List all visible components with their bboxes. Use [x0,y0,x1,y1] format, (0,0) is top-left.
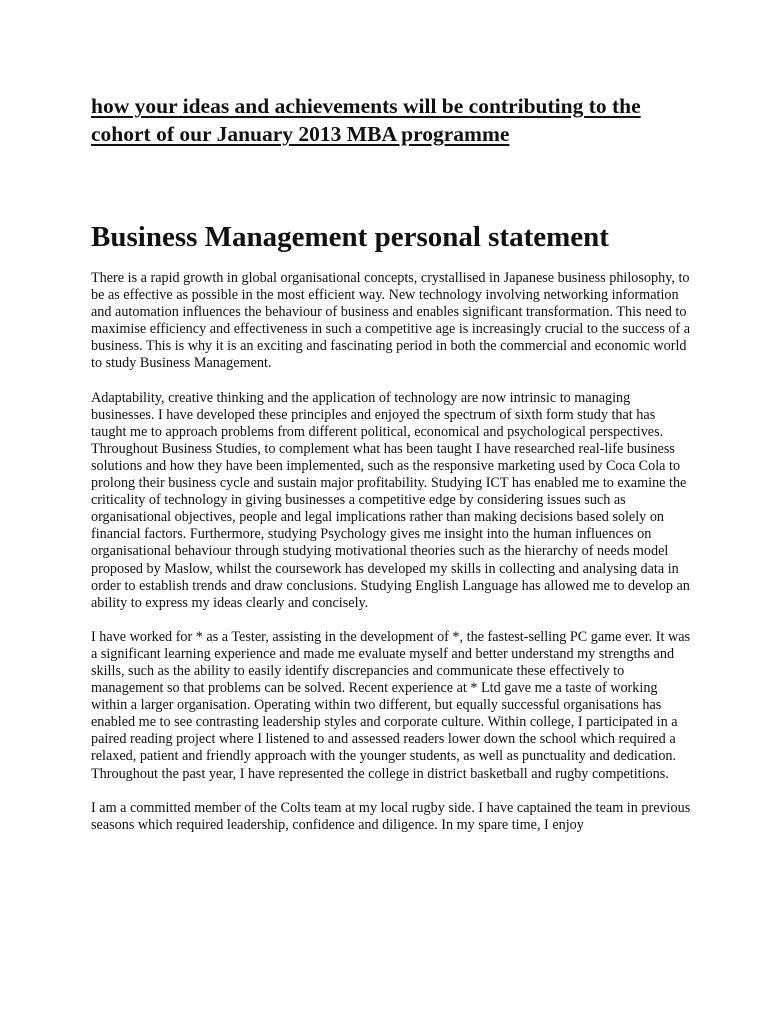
document-page [91,92,691,851]
paragraph-4: I am a committed member of the Colts team at my local rugby side. I have captained the team in previous seasons which required leadership, confidence and diligence. In my spare time, I enjoy [91,799,691,833]
heading-link[interactable]: how your ideas and achievements will be contributing to the cohort of our January 2013 MBA programme [91,94,641,146]
page-title: Business Management personal statement [91,221,609,253]
paragraph-3: I have worked for * as a Tester, assisting in the development of *, the fastest-selling PC game ever. It was a significant learning experience and made me evaluate myself and better understand my strengths and skills, such as the ability to easily identify discrepancies and communicate these effectively to management so that problems can be solved. Recent experience at * Ltd gave me a taste of working within a larger organisation. Operating within two different, but equally successful organisations has enabled me to see contrasting leadership styles and corporate culture. Within college, I participated in a paired reading project where I listened to and assessed readers lower down the school which required a relaxed, patient and friendly approach with the younger students, as well as punctuality and dedication. Throughout the past year, I have represented the college in district basketball and rugby competitions. [91,628,691,782]
statement-body [91,270,691,834]
paragraph-1: There is a rapid growth in global organisational concepts, crystallised in Japanese business philosophy, to be as effective as possible in the most efficient way. New technology involving networking information and automation influences the behaviour of business and enables significant transformation. This need to maximise efficiency and effectiveness in such a competitive age is increasingly crucial to the success of a business. This is why it is an exciting and fascinating period in both the commercial and economic world to study Business Management. [91,270,691,372]
paragraph-2: Adaptability, creative thinking and the application of technology are now intrinsic to managing businesses. I have developed these principles and enjoyed the spectrum of sixth form study that has taught me to approach problems from different political, economical and psychological perspectives. Throughout Business Studies, to complement what has been taught I have researched real-life business solutions and how they have been implemented, such as the responsive marketing used by Coca Cola to prolong their business cycle and sustain major profitability. Studying ICT has enabled me to examine the criticality of technology in giving businesses a competitive edge by considering issues such as organisational objectives, people and legal implications rather than making decisions based solely on financial factors. Furthermore, studying Psychology gives me insight into the human influences on organisational behaviour through studying motivational theories such as the hierarchy of needs model proposed by Maslow, whilst the coursework has developed my skills in collecting and analysing data in order to establish trends and draw conclusions. Studying English Language has allowed me to develop an ability to express my ideas clearly and concisely. [91,389,690,611]
